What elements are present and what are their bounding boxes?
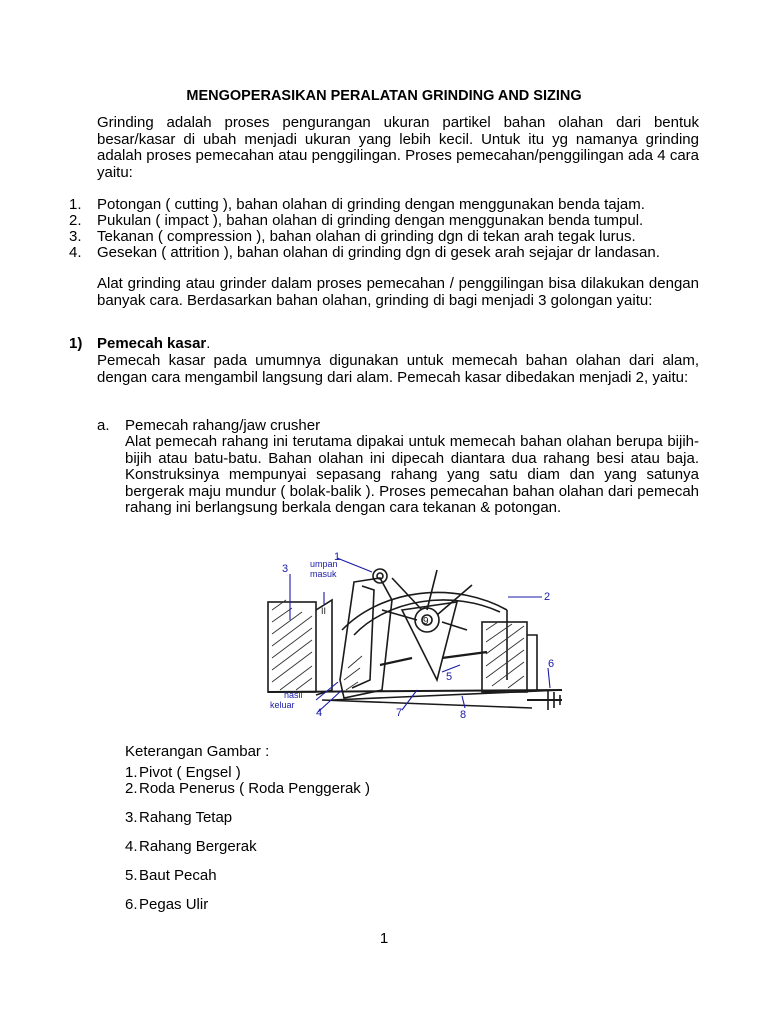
pitman xyxy=(402,602,457,680)
label-1: 1 xyxy=(334,551,341,563)
legend-number: 6. xyxy=(125,896,138,913)
legend-text: Pegas Ulir xyxy=(139,896,209,913)
section-paragraph: Pemecah kasar pada umumnya digunakan untuk memecah bahan olahan dari alam, dengan cara mengambil langsung dari alam. Pemecah kasar dibedakan menjadi 2, yaitu: xyxy=(97,352,699,386)
label-umpan: umpan xyxy=(310,559,338,569)
label-3: 3 xyxy=(282,563,289,575)
legend-number: 2. xyxy=(125,780,138,797)
list-number: 3. xyxy=(69,228,82,245)
legend-text: Rahang Tetap xyxy=(139,809,233,826)
document-title: MENGOPERASIKAN PERALATAN GRINDING AND SIZING xyxy=(186,88,582,104)
legend-item xyxy=(125,810,232,827)
section-number: 1) xyxy=(69,335,83,352)
label-6: 6 xyxy=(548,658,555,670)
label-hasil: hasil xyxy=(284,690,303,700)
legend-text: Pivot ( Engsel ) xyxy=(139,764,241,781)
list-text: Pukulan ( impact ), bahan olahan di grinding dengan menggunakan benda tumpul. xyxy=(97,212,644,229)
subsection-letter: a. xyxy=(97,417,110,434)
legend-item xyxy=(125,868,217,885)
legend-number: 4. xyxy=(125,838,138,855)
subsection-paragraph: Alat pemecah rahang ini terutama dipakai untuk memecah bahan olahan berupa bijih-bijih atau batu-batu. Bahan olahan ini dipecah diantara dua rahang besi atau baja. Konstruksinya mempunyai sepasang rahang yang satu diam dan yang satunya bergerak maju mundur ( bolak-balik ). Proses pemecahan bahan olahan dari pemecah rahang ini berlangsung berkala dengan cara tekanan & potongan. xyxy=(125,433,699,517)
label-9: 9 xyxy=(423,616,429,627)
label-roman-ii: II xyxy=(321,606,327,616)
legend-number: 5. xyxy=(125,867,138,884)
list-text: Potongan ( cutting ), bahan olahan di grinding dengan menggunakan benda tajam. xyxy=(97,196,645,213)
section-title-dot: . xyxy=(206,335,211,352)
list-number: 2. xyxy=(69,212,82,229)
list-text: Tekanan ( compression ), bahan olahan di grinding dgn di tekan arah tegak lurus. xyxy=(97,228,636,245)
legend-number: 3. xyxy=(125,809,138,826)
legend-text: Baut Pecah xyxy=(139,867,217,884)
fixed-jaw-frame xyxy=(268,602,316,692)
legend-item xyxy=(125,781,370,798)
label-4: 4 xyxy=(316,707,323,719)
legend-title: Keterangan Gambar : xyxy=(125,743,270,760)
label-8: 8 xyxy=(460,709,467,721)
label-keluar: keluar xyxy=(270,700,295,710)
legend-item xyxy=(125,839,257,856)
label-2: 2 xyxy=(544,591,551,603)
legend-text: Roda Penerus ( Roda Penggerak ) xyxy=(139,780,370,797)
intro-paragraph: Grinding adalah proses pengurangan ukuran partikel bahan olahan dari bentuk besar/kasar di ubah menjadi ukuran yang lebih kecil. Untuk itu yg namanya grinding adalah proses pemecahan atau penggilingan. Proses pemecahan/penggilingan ada 4 cara yaitu: xyxy=(97,114,699,181)
list-text: Gesekan ( attrition ), bahan olahan di grinding dgn di gesek arah sejajar dr landasan. xyxy=(97,244,660,261)
label-masuk: masuk xyxy=(310,569,337,579)
jaw-crusher-diagram xyxy=(262,540,578,722)
right-housing xyxy=(482,622,527,692)
legend-number: 1. xyxy=(125,764,138,781)
moving-jaw xyxy=(340,578,392,698)
section-heading xyxy=(69,336,210,353)
grinding-types-paragraph: Alat grinding atau grinder dalam proses pemecahan / penggilingan bisa dilakukan dengan banyak cara. Berdasarkan bahan olahan, grinding di bagi menjadi 3 golongan yaitu: xyxy=(97,275,699,309)
legend-item xyxy=(125,897,208,914)
legend-text: Rahang Bergerak xyxy=(139,838,257,855)
list-number: 4. xyxy=(69,244,82,261)
list-number: 1. xyxy=(69,196,82,213)
list-item xyxy=(69,245,709,262)
page-number: 1 xyxy=(379,930,389,947)
subsection-title: Pemecah rahang/jaw crusher xyxy=(125,417,321,434)
label-7: 7 xyxy=(396,707,403,719)
label-5: 5 xyxy=(446,671,453,683)
section-title: Pemecah kasar xyxy=(97,335,207,352)
